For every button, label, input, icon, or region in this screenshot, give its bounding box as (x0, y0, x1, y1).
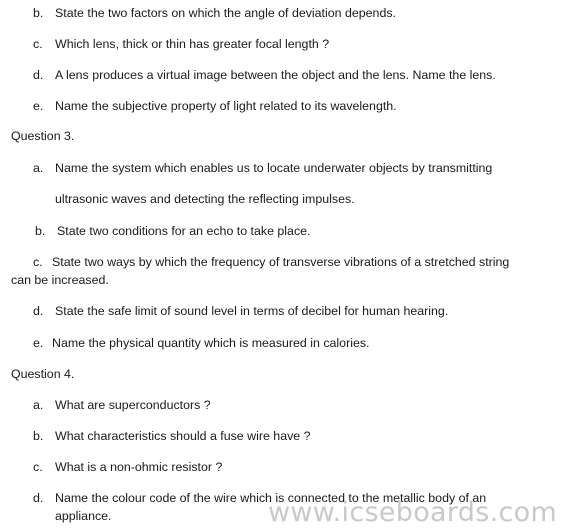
site-watermark: www.icseboards.com (268, 497, 558, 528)
question-4-heading: Question 4. (11, 367, 75, 381)
q4-item-b (33, 429, 311, 444)
item-marker: c. (33, 255, 43, 269)
item-text: What characteristics should a fuse wire have ? (55, 429, 311, 443)
item-marker: b. (35, 224, 46, 238)
q3-item-a (33, 161, 492, 176)
item-text: Which lens, thick or thin has greater focal length ? (55, 37, 330, 51)
item-marker: c. (33, 37, 43, 51)
item-marker: d. (33, 491, 44, 505)
q2-item-b (33, 6, 396, 21)
item-text: Name the physical quantity which is measured in calories. (52, 336, 370, 350)
item-marker: b. (33, 429, 44, 443)
q2-item-e (33, 99, 397, 114)
q3-item-e (33, 336, 370, 351)
item-text: State the safe limit of sound level in terms of decibel for human hearing. (55, 304, 449, 318)
item-marker: d. (33, 304, 44, 318)
item-marker: e. (33, 336, 44, 350)
q3-item-d (33, 304, 448, 319)
q2-item-c (33, 37, 329, 52)
item-text: What is a non-ohmic resistor ? (55, 460, 223, 474)
item-marker: b. (33, 6, 44, 20)
q3-item-c (33, 255, 509, 270)
item-text: What are superconductors ? (55, 398, 211, 412)
q3-item-b (35, 224, 310, 239)
item-text: State two conditions for an echo to take place. (57, 224, 311, 238)
item-text: Name the colour code of the wire which is connected to the metallic body of an (55, 491, 487, 505)
q4-item-d-continuation: appliance. (55, 509, 112, 523)
item-marker: a. (33, 398, 44, 412)
q4-item-c (33, 460, 222, 475)
item-text: State two ways by which the frequency of transverse vibrations of a stretched string (52, 255, 510, 269)
q2-item-d (33, 68, 496, 83)
item-marker: a. (33, 161, 44, 175)
item-text: State the two factors on which the angle of deviation depends. (55, 6, 396, 20)
question-3-heading: Question 3. (11, 129, 75, 143)
item-text: Name the subjective property of light related to its wavelength. (55, 99, 397, 113)
item-text: Name the system which enables us to locate underwater objects by transmitting (55, 161, 493, 175)
item-marker: d. (33, 68, 44, 82)
q3-item-c-continuation: can be increased. (11, 273, 109, 287)
q4-item-a (33, 398, 211, 413)
item-marker: c. (33, 460, 43, 474)
q3-item-a-continuation: ultrasonic waves and detecting the reflecting impulses. (55, 192, 355, 206)
item-marker: e. (33, 99, 44, 113)
item-text: A lens produces a virtual image between the object and the lens. Name the lens. (55, 68, 496, 82)
